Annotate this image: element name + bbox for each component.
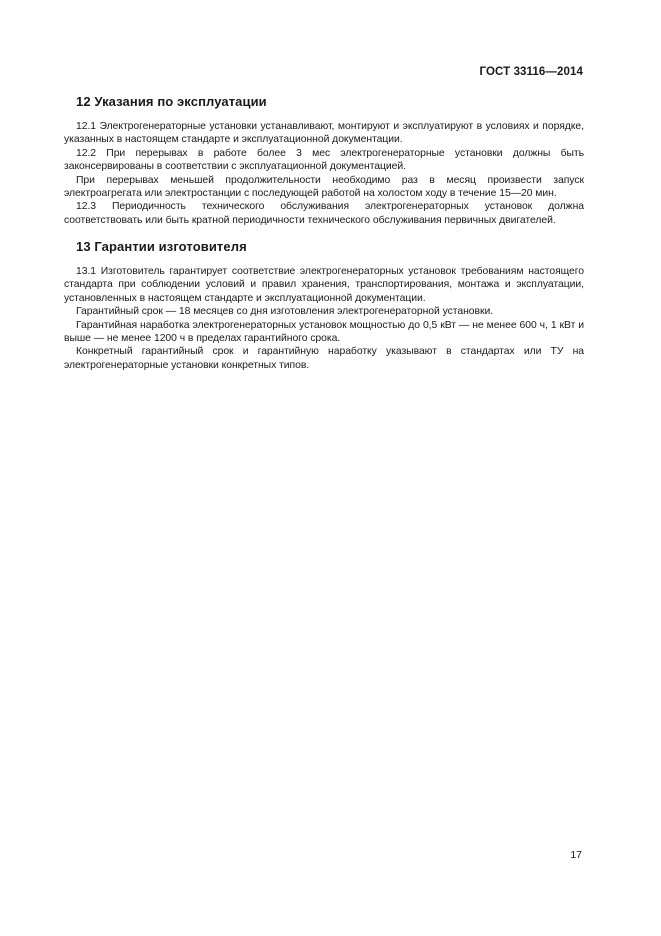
paragraph: При перерывах меньшей продолжительности необходимо раз в месяц произвести запуск электроагрегата или электростанции с последующей работой на холостом ходу в течение 15—20 мин. bbox=[64, 174, 584, 200]
paragraph: 12.1 Электрогенераторные установки устанавливают, монтируют и эксплуатируют в условиях и порядке, указанных в настоящем стандарте и эксплуатационной документации. bbox=[64, 121, 584, 146]
document-code: ГОСТ 33116—2014 bbox=[479, 66, 583, 78]
section-heading: 13 Гарантии изготовителя bbox=[76, 239, 247, 254]
paragraph: Гарантийная наработка электрогенераторных установок мощностью до 0,5 кВт — не менее 600 ч, 1 кВт и выше — не менее 1200 ч в пределах гарантийного срока. bbox=[64, 319, 584, 345]
paragraph: 13.1 Изготовитель гарантирует соответствие электрогенераторных установок требованиям настоящего стандарта при соблюдении условий и правил хранения, транспортирования, монтажа и эксплуатации, установленных в настоящем стандарте и эксплуатационной документации. bbox=[64, 266, 584, 304]
paragraph: Конкретный гарантийный срок и гарантийную наработку указывают в стандартах или ТУ на электрогенераторные установки конкретных типов. bbox=[64, 346, 584, 371]
section-operation-instructions bbox=[64, 94, 584, 227]
paragraph: 12.2 При перерывах в работе более 3 мес электрогенераторные установки должны быть законсервированы в соответствии с эксплуатационной документацией. bbox=[64, 147, 584, 173]
paragraph: 12.3 Периодичность технического обслуживания электрогенераторных установок должна соответствовать или быть кратной периодичности технического обслуживания первичных двигателей. bbox=[64, 201, 584, 226]
page-number: 17 bbox=[570, 849, 582, 861]
paragraph: Гарантийный срок — 18 месяцев со дня изготовления электрогенераторной установки. bbox=[76, 306, 494, 318]
section-heading: 12 Указания по эксплуатации bbox=[76, 94, 267, 109]
section-manufacturer-warranty bbox=[64, 239, 584, 372]
